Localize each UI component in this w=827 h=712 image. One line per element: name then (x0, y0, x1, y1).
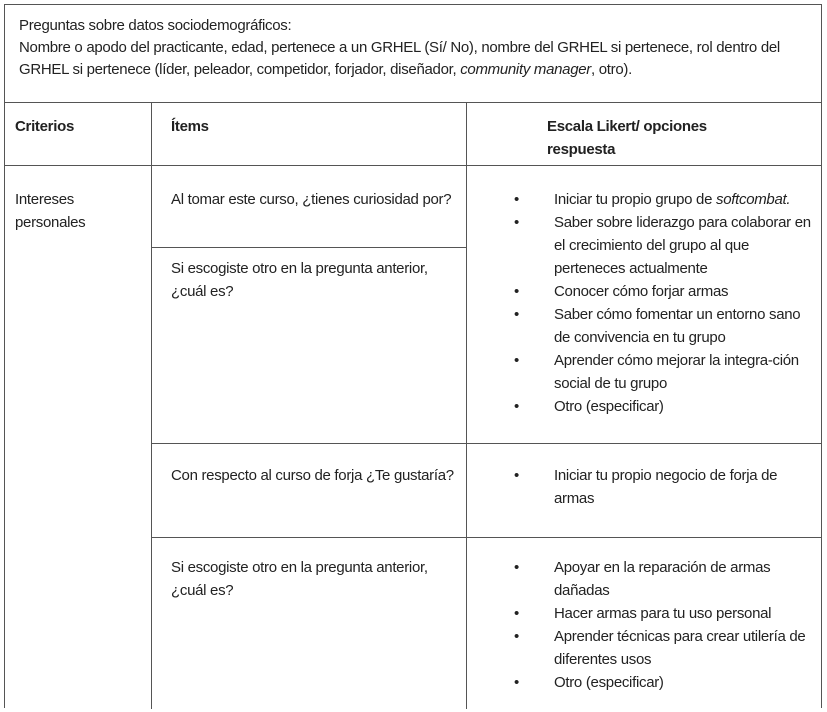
option-item: • Conocer cómo forjar armas (514, 280, 814, 303)
header-title: Preguntas sobre datos sociodemográficos: (19, 17, 292, 34)
header-row-divider (5, 165, 821, 166)
option-item: • Saber sobre liderazgo para colaborar en el crecimiento del grupo al que perteneces actualmente (514, 211, 814, 280)
header-text-italic: community manager (460, 61, 592, 78)
option-item (514, 188, 814, 211)
header-text-part1: Nombre o apodo del practicante, edad, pertenece a un GRHEL (Sí/ No), nombre del GRHEL si pertenece, rol dentro del GRHEL si pertenece (líder, peleador, competidor, forjador, diseñador, (19, 39, 780, 78)
sociodemographic-header (5, 5, 821, 103)
header-text-part2: , otro). (591, 61, 632, 78)
options-forja (514, 464, 814, 510)
option-item: • Apoyar en la reparación de armas dañadas (514, 556, 814, 602)
column-header-criterios: Criterios (15, 118, 74, 135)
option-item: • Otro (especificar) (514, 671, 814, 694)
item-forja: Con respecto al curso de forja ¿Te gustaría? (171, 467, 454, 484)
row-divider-2 (151, 537, 821, 538)
column-divider-1 (151, 103, 152, 709)
option-item: • Hacer armas para tu uso personal (514, 602, 814, 625)
options-other-2 (514, 556, 814, 694)
item-curiosity: Al tomar este curso, ¿tienes curiosidad por? (171, 191, 452, 208)
column-header-items: Ítems (171, 118, 209, 135)
row-divider-1 (151, 443, 821, 444)
column-header-escala: Escala Likert/ opciones respuesta (547, 118, 707, 158)
option-item: • Saber cómo fomentar un entorno sano de convivencia en tu grupo (514, 303, 814, 349)
criterion-label: Intereses personales (15, 191, 86, 231)
item-other-1: Si escogiste otro en la pregunta anterior, ¿cuál es? (171, 260, 428, 300)
item-other-2: Si escogiste otro en la pregunta anterior, ¿cuál es? (171, 559, 428, 599)
options-curiosity (514, 188, 814, 418)
option-item: • Aprender técnicas para crear utilería de diferentes usos (514, 625, 814, 671)
option-item: • Aprender cómo mejorar la integra-ción social de tu grupo (514, 349, 814, 395)
item-divider-1 (151, 247, 466, 248)
option-text-italic: softcombat. (716, 191, 791, 208)
option-item: • Iniciar tu propio negocio de forja de armas (514, 464, 814, 510)
document-frame (4, 4, 822, 708)
column-divider-2 (466, 103, 467, 709)
option-text: Iniciar tu propio grupo de (554, 191, 717, 208)
option-item: • Otro (especificar) (514, 395, 814, 418)
header-text (19, 39, 780, 78)
